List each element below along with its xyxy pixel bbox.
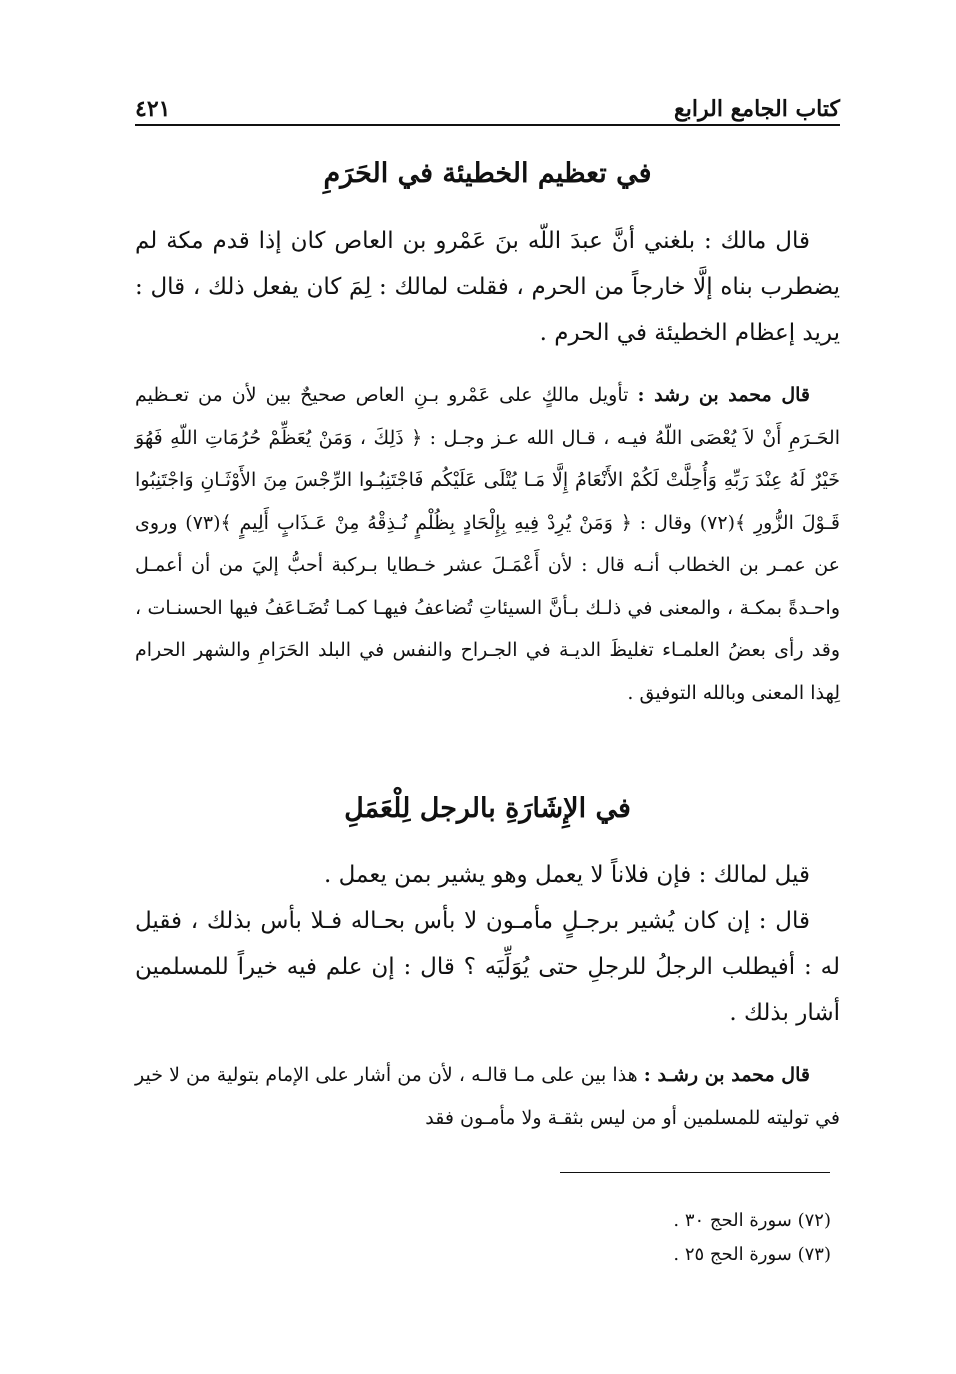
- answer-text: قال : إن كان يُشير برجـلٍ مأمـون لا بأس بحـاله فـلا بأس بذلك ، فقيل له : أفيطلب الرجلُ للرجلِ حتى يُوَلِّيَه ؟ قال : إن علم فيه خيراً للمسلمين أشار بذلك .: [135, 908, 840, 1026]
- page-number: ٤٢١: [135, 96, 171, 122]
- commentary-text-2: هذا بين على مـا قالـه ، لأن من أشار على الإمام بتولية من لا خير في توليته للمسلمين أو من ليس بثقـة ولا مأمـون فقد: [135, 1064, 840, 1129]
- section-heading-recommendation: في الإِشَارَةِ بالرجل لِلْعَمَلِ: [344, 793, 631, 824]
- paragraph-malik-report: [135, 218, 840, 356]
- footnote-72: (٧٢) سورة الحج ٣٠ .: [673, 1210, 831, 1231]
- paragraph-answer: [135, 898, 840, 1036]
- paragraph-ibn-rushd-commentary-2: [135, 1054, 840, 1139]
- book-title: كتاب الجامع الرابع: [674, 96, 840, 122]
- footnote-rule: [560, 1172, 830, 1173]
- speaker-label: قال محمد بن رشد :: [637, 384, 810, 406]
- paragraph-ibn-rushd-commentary: [135, 374, 840, 714]
- running-header: [135, 82, 840, 122]
- speaker-label-2: قال محمد بن رشـد :: [643, 1064, 810, 1086]
- section-heading-sanctuary: في تعظيم الخطيئة في الحَرَمِ: [323, 158, 652, 189]
- header-rule: [135, 124, 840, 126]
- paragraph-malik-report-text: قال مالك : بلغني أنَّ عبدَ اللّه بنَ عَمْرو بن العاص كان إذا قدم مكة لم يضطرب بناه إلَّا خارجاً من الحرم ، فقلت لمالك : لِمَ كان يفعل ذلك ، قال : يريد إعظام الخطيئة في الحرم .: [135, 228, 840, 346]
- paragraph-question: [135, 852, 840, 898]
- commentary-text: تأويل مالكٍ على عَمْرو بـنِ العاص صحيحٌ بين لأن من تعـظيم الحَـرَمِ أَنْ لاَ يُعْصَى اللّهُ فيـه ، قـال الله عـز وجـل : ﴿ ذَلِكَ ، وَمَنْ يُعَظِّمْ حُرُمَاتِ اللّهِ فَهُوَ خَيْرٌ لَهُ عِنْدَ رَبِّهِ وَأُحِلَّتْ لَكُمْ الأَنْعَامُ إِلَّا مَـا يُتْلَى عَلَيْكُم فَاجْتَنِبُـوا الرِّجْسَ مِنَ الأَوْثَـانِ وَاجْتَنِبُوا قَـوْلَ الزُّورِ ﴾(٧٢) وقال : ﴿ وَمَنْ يُرِدْ فِيهِ بِإِلْحَادٍ بِظُلْمٍ نُـذِقْهُ مِنْ عَـذَابٍ أَلِيمٍ ﴾(٧٣) وروى عن عمـر بن الخطاب أنـه قال : لأن أَعْمَـلَ عشر خـطايا بـركبة أحبُّ إليَ من أن أعمـل واحـدةً بمكـة ، والمعنى في ذلـك بـأنَّ السيئاتِ تُضاعفُ فيهـا كمـا تُضَـاعَفُ فيها الحسنـات ، وقد رأى بعضُ العلمـاء تغليظَ الديـة في الجـراح والنفس في البلد الحَرَامِ والشهر الحرام لِهذا المعنى وبالله التوفيق .: [135, 384, 841, 704]
- question-text: قيل لمالك : فإن فلاناً لا يعمل وهو يشير بمن يعمل .: [324, 862, 810, 888]
- footnote-73: (٧٣) سورة الحج ٢٥ .: [673, 1244, 831, 1265]
